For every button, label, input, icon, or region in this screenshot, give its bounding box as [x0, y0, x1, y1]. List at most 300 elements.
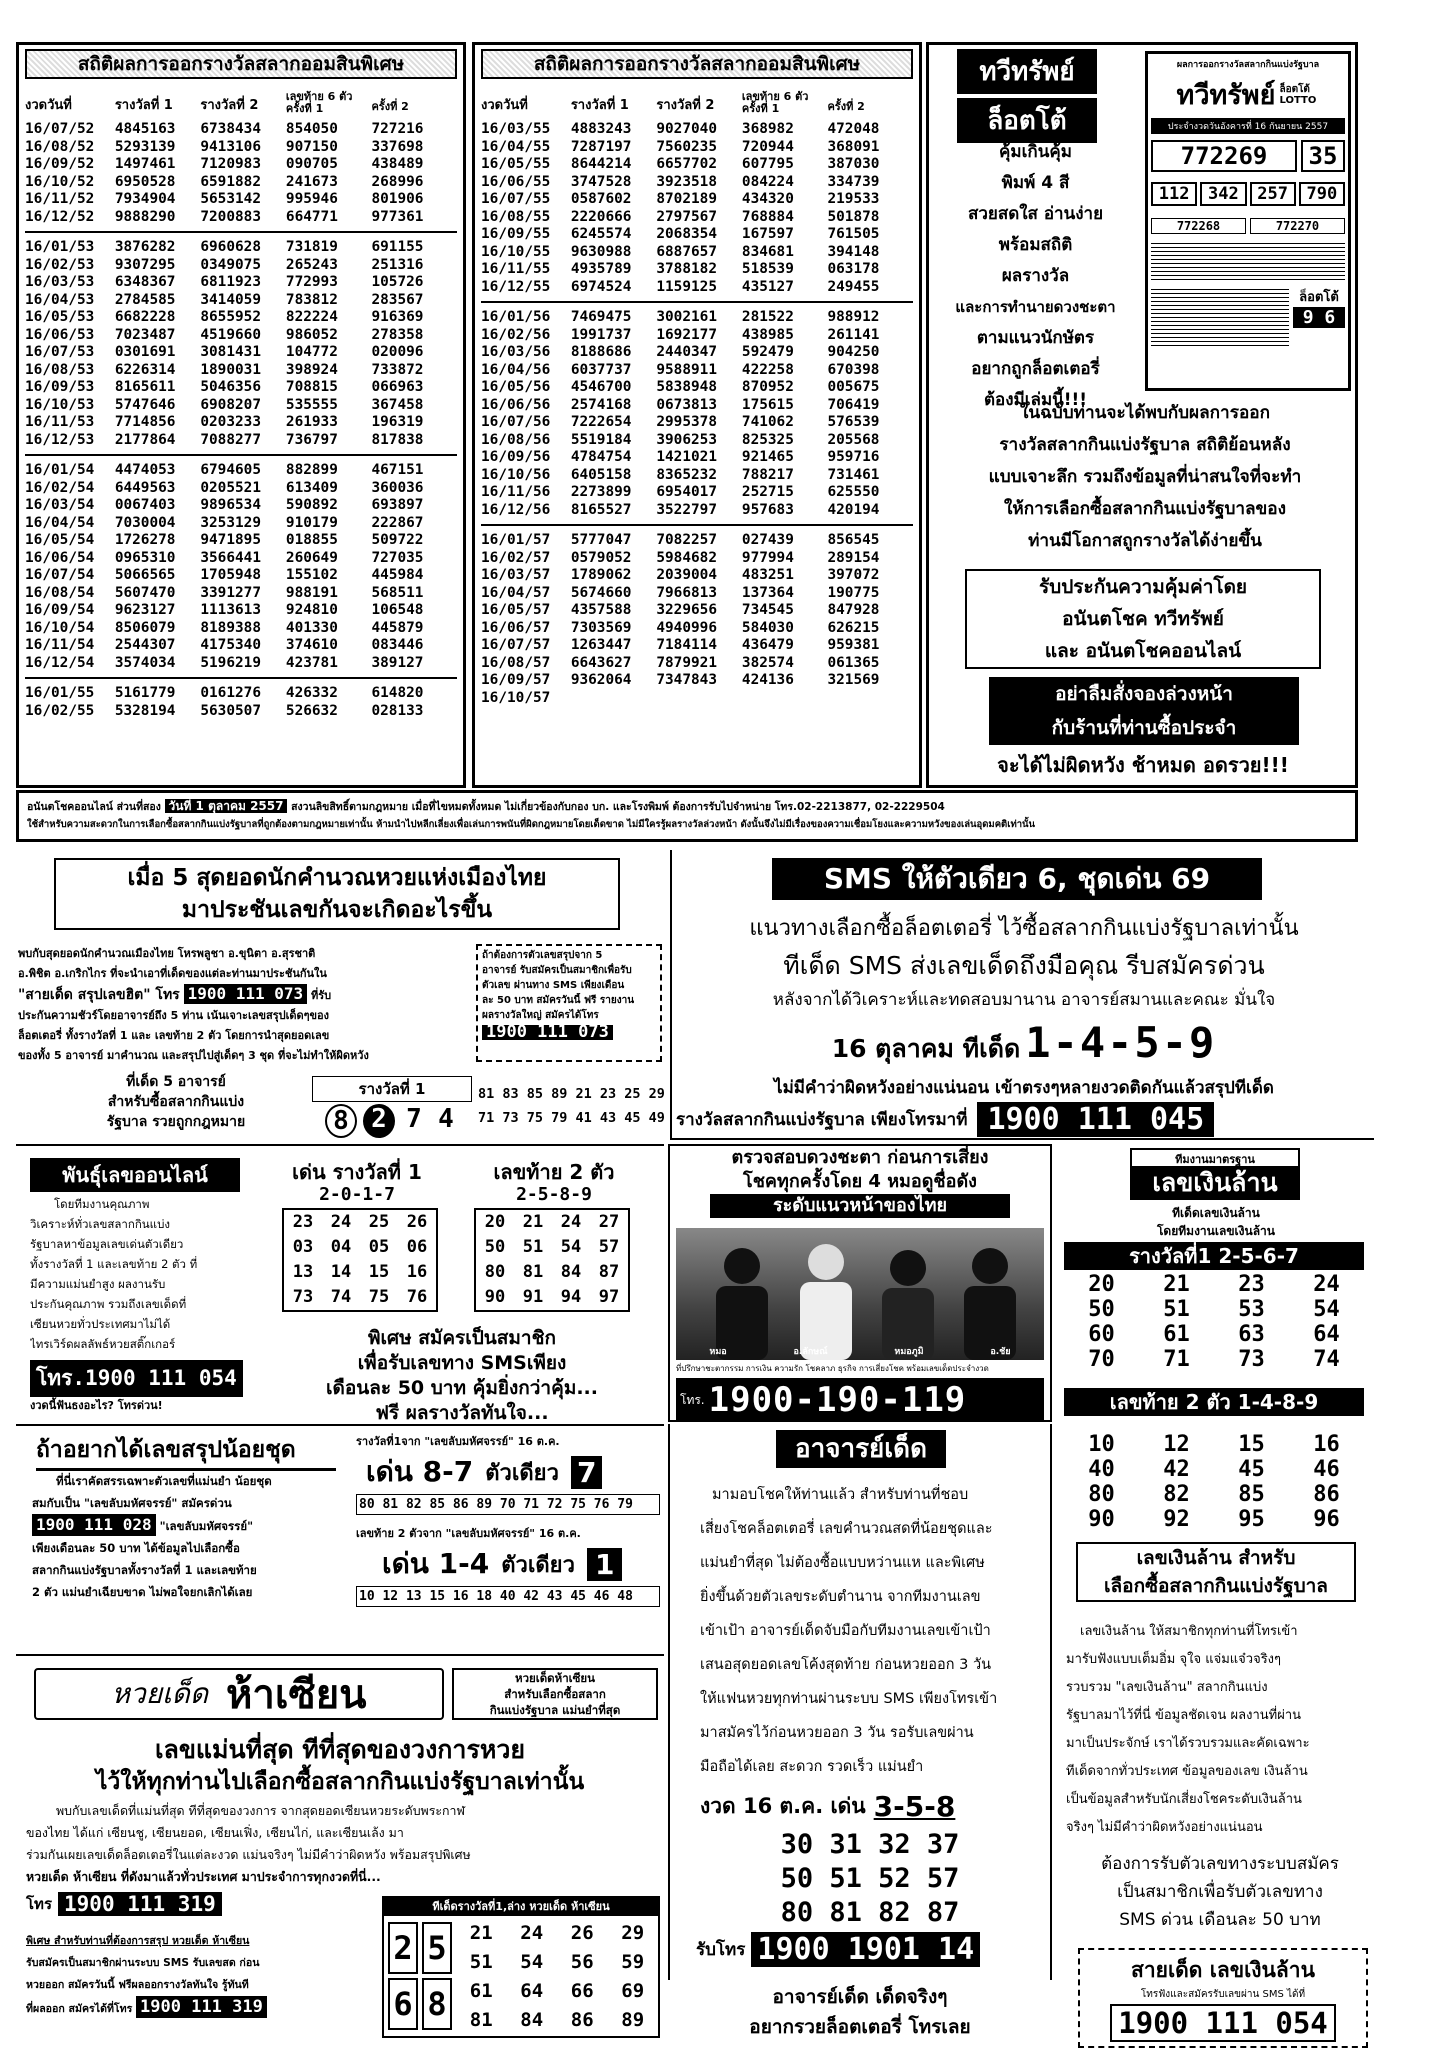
- prize2: 1692177: [656, 326, 718, 343]
- stats-row: [25, 620, 457, 638]
- million2-body-line: เป็นข้อมูลสำหรับนักเสี่ยงโชคระดับเงินล้าน: [1066, 1792, 1302, 1807]
- stats-row: [481, 279, 913, 297]
- prize1: 3747528: [570, 173, 632, 190]
- number-cell: 95: [1238, 1507, 1265, 1532]
- last6-1: 921465: [741, 449, 794, 465]
- prize2: 6591882: [200, 173, 262, 190]
- last6-1: 957683: [741, 501, 794, 518]
- draw-date: 16/03/55: [481, 121, 551, 137]
- million-footer-line: เลือกซื้อสลากกินแบ่งรัฐบาล: [1104, 1575, 1328, 1597]
- stats-row: [25, 274, 457, 292]
- col-prize2: รางวัลที่ 2: [200, 98, 259, 113]
- draw-date: 16/08/56: [481, 431, 551, 448]
- draw-date: 16/08/57: [481, 654, 551, 671]
- five-body-line: ของทั้ง 5 อาจารย์ มาคำนวณ และสรุปไปสู่เด็ดๆ 3 ชุด ที่จะไม่ทำให้ผิดหวัง: [18, 1049, 369, 1062]
- prize1: 5328194: [114, 702, 176, 719]
- last6-2: 817838: [371, 431, 424, 448]
- five-tel-inline[interactable]: 1900 111 073: [184, 984, 308, 1004]
- number-cell: 26: [570, 1922, 594, 1944]
- ajarn-tel[interactable]: 1900 1901 14: [751, 1932, 980, 1967]
- draw-date: 16/01/54: [25, 462, 95, 478]
- last6-1: 281522: [741, 309, 794, 325]
- insure-line: อนันตโชค ทวีทรัพย์: [1062, 608, 1224, 630]
- online-body-line: ไทรเวิร์ดผลลัพธ์หวยสติ๊กเกอร์: [30, 1337, 176, 1351]
- number-cell: 90: [1088, 1507, 1115, 1532]
- number-cell: 53: [1238, 1297, 1265, 1322]
- online-tel[interactable]: โทร.1900 111 054: [30, 1360, 243, 1397]
- last6-2: 847928: [827, 602, 880, 618]
- prize2: 0673813: [656, 396, 718, 413]
- last6-1: 261933: [285, 414, 338, 430]
- stats-row: [25, 567, 457, 585]
- number-cell: 94: [560, 1287, 582, 1307]
- last6-1: 854050: [285, 121, 338, 137]
- ajarn-body-line: มามอบโชคให้ท่านแล้ว สำหรับท่านที่ชอบ: [712, 1487, 969, 1503]
- five-title: [54, 858, 620, 930]
- draw-date: 16/01/57: [481, 532, 551, 548]
- hongdet-logo: [34, 1668, 444, 1720]
- last6-1: 720944: [741, 138, 794, 155]
- last6-1: 398924: [285, 361, 338, 378]
- last6-1: 018855: [285, 532, 338, 548]
- fewsets-r1-main: [366, 1450, 666, 1494]
- prize2: 8655952: [200, 309, 262, 325]
- last6-1: 260649: [285, 549, 338, 566]
- ajarn-draw-label: งวด 16 ต.ค. เด่น: [700, 1794, 866, 1818]
- prize2: 0203233: [200, 414, 262, 430]
- hongdet-note-line: รับสมัครเป็นสมาชิกผ่านระบบ SMS รับเลขสด ก่อน: [26, 1957, 260, 1969]
- col-date: งวดวันที่: [481, 98, 528, 113]
- number-cell: 16: [1313, 1432, 1340, 1457]
- draw-date: 16/08/54: [25, 584, 95, 601]
- prize2: 8189388: [200, 619, 262, 636]
- stats-row: [481, 467, 913, 485]
- last6-2: 268996: [371, 173, 424, 190]
- million-grid-1: [1064, 1272, 1364, 1372]
- prize2: 6738434: [200, 121, 262, 137]
- number-cell: 64: [520, 1980, 544, 2002]
- draw-date: 16/09/57: [481, 672, 551, 688]
- number-cell: 87: [598, 1262, 620, 1282]
- stats-row: [481, 550, 913, 568]
- stats-row: [25, 156, 457, 174]
- prize2: 1159125: [656, 278, 718, 295]
- fewsets-tel[interactable]: 1900 111 028: [32, 1514, 156, 1536]
- number-cell: 89: [621, 2009, 645, 2031]
- hongdet-note-line: [26, 1996, 374, 2020]
- five-bottom-line: ที่เด็ด 5 อาจารย์: [126, 1074, 226, 1090]
- number-cell: 86: [570, 2009, 594, 2031]
- online-body: [30, 1194, 252, 1354]
- last6-2: 472048: [827, 121, 880, 137]
- prize2: 3414059: [200, 291, 262, 308]
- last6-1: 374610: [285, 637, 338, 653]
- number-cell: 21: [1163, 1272, 1190, 1297]
- prize2: 3522797: [656, 501, 718, 518]
- last6-2: 020096: [371, 344, 424, 360]
- hongdet-grid: [456, 1916, 658, 2036]
- last6-1: 870952: [741, 379, 794, 395]
- fortune-name: อ.ลักษณ์: [793, 1347, 828, 1357]
- draw-date: 16/10/56: [481, 466, 551, 483]
- draw-date: 16/04/56: [481, 361, 551, 378]
- prize1: 0579052: [570, 549, 632, 566]
- million-grid-2: [1064, 1432, 1364, 1532]
- prize1: 4784754: [570, 449, 632, 465]
- number-cell: 46: [1313, 1457, 1340, 1482]
- last6-1: 592479: [741, 344, 794, 360]
- five-tel-boxed[interactable]: 1900 111 073: [482, 1025, 613, 1040]
- last6-1: 834681: [741, 243, 794, 260]
- ajarn-body: [700, 1478, 1046, 1784]
- hongdet-table: [382, 1896, 660, 2038]
- number-cell: 24: [560, 1212, 582, 1232]
- prize1: 5777047: [570, 532, 632, 548]
- prize2: 3253129: [200, 514, 262, 531]
- promo-para-line: ให้การเลือกซื้อสลากกินแบ่งรัฐบาลของ: [1003, 499, 1287, 519]
- last6-2: 066963: [371, 379, 424, 395]
- last6-1: 910179: [285, 514, 338, 531]
- number-cell: 80: [484, 1262, 506, 1282]
- prize2: [656, 690, 742, 708]
- prize1: 5607470: [114, 584, 176, 601]
- last6-1: 422258: [741, 361, 794, 378]
- stats-row: [25, 637, 457, 655]
- fewsets-r1-note: รางวัลที่1จาก "เลขลับมหัศจรรย์" 16 ต.ค.: [356, 1435, 560, 1448]
- fewsets-body: [32, 1470, 350, 1603]
- number-cell: 60: [1088, 1322, 1115, 1347]
- hongdet-tel[interactable]: 1900 111 319: [58, 1892, 222, 1916]
- prize1: 1789062: [570, 567, 632, 583]
- last6-2: 420194: [827, 501, 880, 518]
- stats-right-title: สถิติผลการออกรางวัลสลากออมสินพิเศษ: [481, 49, 913, 79]
- boxed-line: อาจารย์ รับสมัครเป็นสมาชิกเพื่อรับ: [482, 965, 632, 976]
- prize2: 1113613: [200, 602, 262, 618]
- number-cell: 04: [330, 1237, 352, 1257]
- draw-date: 16/04/53: [25, 291, 95, 308]
- five-body: [18, 944, 470, 1066]
- ajarn-row: 30 31 32 37: [780, 1829, 960, 1860]
- stats-row: [481, 637, 913, 655]
- prize1: 4357588: [570, 602, 632, 618]
- sms69-tip-nums: 1-4-5-9: [1025, 1018, 1217, 1067]
- draw-date: 16/04/55: [481, 138, 551, 155]
- prize1: 9362064: [570, 672, 632, 688]
- last6-2: 856545: [827, 532, 880, 548]
- prize2: 8365232: [656, 466, 718, 483]
- ajarn-title: อาจารย์เด็ด: [776, 1430, 946, 1468]
- last6-2: 360036: [371, 479, 424, 496]
- ajarn-rows: [710, 1828, 1030, 1930]
- online-section: [16, 1144, 664, 1426]
- prize1: 4546700: [570, 379, 632, 395]
- five-nums-line: 81 83 85 89 21 23 25 29: [478, 1086, 665, 1102]
- last6-1: 995946: [285, 191, 338, 207]
- stats-row: [481, 397, 913, 415]
- ajarn-draw-nums: 3-5-8: [873, 1790, 956, 1823]
- cover-brand-row: [1151, 73, 1345, 116]
- draw-date: 16/11/54: [25, 637, 95, 653]
- sms69-tip-label: 16 ตุลาคม ทีเด็ด: [831, 1034, 1021, 1063]
- prize1: 1497461: [114, 156, 176, 172]
- draw-date: 16/12/54: [25, 654, 95, 671]
- prize2: 9471895: [200, 532, 262, 548]
- draw-date: 16/10/57: [481, 689, 551, 706]
- prize1: 2544307: [114, 637, 176, 653]
- million2-signup-line: เป็นสมาชิกเพื่อรับตัวเลขทาง: [1117, 1882, 1323, 1902]
- draw-date: 16/07/55: [481, 191, 551, 207]
- number-cell: 24: [330, 1212, 352, 1232]
- draw-date: 16/01/55: [25, 685, 95, 701]
- prize2: 7200883: [200, 208, 262, 225]
- draw-date: 16/10/54: [25, 619, 95, 636]
- five-nums: [478, 1082, 666, 1130]
- last6-2: 397072: [827, 567, 880, 583]
- stats-row: [481, 121, 913, 139]
- hongdet-note-tel[interactable]: 1900 111 319: [136, 1996, 267, 2018]
- prize1: 8165527: [570, 501, 632, 518]
- stats-row: [481, 620, 913, 638]
- taweesap-promo: [926, 42, 1358, 788]
- promo-line: ต้องมีเล่มนี้!!!: [983, 390, 1088, 410]
- prize1: 6974524: [570, 278, 632, 295]
- magazine-cover: [1145, 51, 1351, 391]
- prize1: 2220666: [570, 208, 632, 225]
- hongdet-logo-2: ห้าเซียน: [226, 1672, 367, 1718]
- draw-date: 16/05/57: [481, 602, 551, 618]
- online-body-line: เซียนหวยทั่วประเทศมาไม่ได้: [30, 1317, 171, 1331]
- cover-date: ประจำงวดวันอังคารที่ 16 กันยายน 2557: [1151, 118, 1345, 134]
- fewsets-body-line: เพียงเดือนละ 50 บาท ได้ข้อมูลไปเลือกซื้อ: [32, 1541, 240, 1555]
- number-cell: 73: [1238, 1347, 1265, 1372]
- stats-row: [25, 497, 457, 515]
- million-footer: [1076, 1542, 1356, 1602]
- draw-date: 16/07/52: [25, 121, 95, 137]
- hongdet-body-line: พบกับเลขเด็ดที่แม่นที่สุด ทีที่สุดของวงการ จากสุดยอดเซียนหวยระดับพระกาฬ: [56, 1803, 465, 1818]
- last6-2: 568511: [371, 584, 424, 601]
- draw-date: 16/08/55: [481, 208, 551, 225]
- million2-body-line: รวบรวม "เลขเงินล้าน" สลากกินแบ่ง: [1066, 1680, 1268, 1695]
- number-cell: 80: [1088, 1482, 1115, 1507]
- last6-1: 988191: [285, 584, 338, 601]
- number-cell: 54: [520, 1951, 544, 1973]
- hongdet-note-line: พิเศษ สำหรับท่านที่ต้องการสรุป หวยเด็ด ห้าเซียน: [26, 1935, 250, 1947]
- draw-date: 16/12/55: [481, 278, 551, 295]
- stats-row: [25, 292, 457, 310]
- notice-source: อนันตโชคออนไลน์ ส่วนที่สอง: [27, 801, 161, 813]
- draw-date: 16/06/55: [481, 173, 551, 190]
- promo-footer: จะได้ไม่ผิดหวัง ช้าหมด อดรวย!!!: [997, 753, 1289, 777]
- number-cell: 20: [484, 1212, 506, 1232]
- col-prize1: รางวัลที่ 1: [570, 98, 629, 113]
- draw-date: 16/10/53: [25, 396, 95, 413]
- stats-row: [25, 121, 457, 139]
- last6-1: 137364: [741, 584, 794, 601]
- last6-2: 321569: [827, 672, 880, 688]
- prize1: 6643627: [570, 654, 632, 671]
- last6-2: 205568: [827, 431, 880, 448]
- stats-row: [25, 309, 457, 327]
- last6-2: 727035: [371, 549, 424, 566]
- prize1: 6226314: [114, 361, 176, 378]
- hongdet-body-line: ของไทย ได้แก่ เซียนชู, เซียนยอด, เซียนเฟิ่ง, เซียนไก่, และเซียนเล้ง มา: [26, 1825, 404, 1840]
- fewsets-section: [16, 1428, 664, 1656]
- five-prize-digits: [312, 1104, 472, 1138]
- number-cell: 40: [1088, 1457, 1115, 1482]
- online-promo-line: ฟรี ผลรางวัลทันใจ...: [375, 1402, 549, 1424]
- last6-1: 434320: [741, 191, 794, 207]
- prize1: 8165611: [114, 379, 176, 395]
- stats-row: [481, 602, 913, 620]
- last6-1: 090705: [285, 156, 338, 172]
- last6-2: 801906: [371, 191, 424, 207]
- prize1: 7023487: [114, 326, 176, 343]
- fewsets-r2-note: เลขท้าย 2 ตัวจาก "เลขลับมหัศจรรย์" 16 ต.ค.: [356, 1527, 581, 1540]
- prize2: 6794605: [200, 462, 262, 478]
- sms69-tip: [676, 1018, 1372, 1069]
- prize1: 2784585: [114, 291, 176, 308]
- million2-body-line: เลขเงินล้าน ให้สมาชิกทุกท่านที่โทรเข้า: [1080, 1624, 1298, 1639]
- million2-body-line: ทีเด็ดจากทั่วประเทศ ข้อมูลของเลข เงินล้าน: [1066, 1764, 1308, 1779]
- prize2: 6657702: [656, 156, 718, 172]
- promo-line: ตามแนวนักษัตร: [976, 328, 1095, 348]
- draw-date: 16/01/56: [481, 309, 551, 325]
- prize2: 9413106: [200, 138, 262, 155]
- online-body-line: วิเคราะห์ทั่วเลขสลากกินแบ่ง: [30, 1217, 170, 1231]
- number-cell: 21: [522, 1212, 544, 1232]
- hongdet-digit: 8: [422, 1978, 452, 2030]
- stats-row: [481, 567, 913, 585]
- group-divider: [25, 677, 457, 679]
- prize2: 4175340: [200, 637, 262, 653]
- hongdet-side-line: กินแบ่งรัฐบาล แม่นยำที่สุด: [489, 1703, 621, 1717]
- online-promo-line: เพื่อรับเลขทาง SMSเพียง: [357, 1352, 567, 1374]
- ajarn-body-line: เสี่ยงโชคล็อตเตอรี่ เลขคำนวณสดที่น้อยชุดและ: [700, 1521, 993, 1537]
- group-divider: [25, 454, 457, 456]
- number-cell: 51: [522, 1237, 544, 1257]
- number-cell: 81: [522, 1262, 544, 1282]
- last6-1: 783812: [285, 291, 338, 308]
- last6-1: 731819: [285, 239, 338, 255]
- draw-date: 16/11/56: [481, 484, 551, 500]
- cover-brand-sub: ล็อตโต้ LOTTO: [1279, 83, 1317, 106]
- promo-title: [957, 49, 1097, 143]
- prize1: 0067403: [114, 497, 176, 513]
- stats-row: [481, 261, 913, 279]
- stats-row: [25, 139, 457, 157]
- sms69-title: SMS ให้ตัวเดียว 6, ชุดเด่น 69: [772, 858, 1262, 900]
- prize1: 5293139: [114, 138, 176, 155]
- prize1: 6405158: [570, 466, 632, 483]
- draw-date: 16/06/54: [25, 549, 95, 566]
- stats-row: [25, 327, 457, 345]
- prize2: 6960628: [200, 239, 262, 255]
- promo-line: ผลรางวัล: [1001, 266, 1070, 286]
- prize2: 7082257: [656, 532, 718, 548]
- promo-features: [933, 137, 1138, 416]
- number-cell: 74: [1313, 1347, 1340, 1372]
- prize1: 8506079: [114, 619, 176, 636]
- prize1: 1991737: [570, 326, 632, 343]
- prize2: 6811923: [200, 274, 262, 290]
- last6-1: 613409: [285, 479, 338, 496]
- cover-bottom: [1151, 286, 1345, 346]
- stats-row: [481, 174, 913, 192]
- stats-row: [481, 209, 913, 227]
- prize-digit: 2: [363, 1104, 395, 1138]
- last6-2: 467151: [371, 462, 424, 478]
- last6-2: 190775: [827, 584, 880, 601]
- draw-date: 16/09/54: [25, 602, 95, 618]
- online-body-line: รัฐบาลหาข้อมูลเลขเด่นตัวเดียว: [30, 1237, 184, 1251]
- prize1: 5747646: [114, 396, 176, 413]
- prize2: 0161276: [200, 685, 262, 701]
- prize2: 8702189: [656, 191, 718, 207]
- prize1: 6682228: [114, 309, 176, 325]
- online-title: พันธุ์เลขออนไลน์: [30, 1158, 240, 1192]
- number-cell: 69: [621, 1980, 645, 2002]
- last6-1: 167597: [741, 226, 794, 242]
- prize-digit: 8: [325, 1104, 357, 1138]
- prize2: 6954017: [656, 484, 718, 500]
- prize2: 5984682: [656, 549, 718, 566]
- online-body-line: ทั้งรางวัลที่ 1 และเลขท้าย 2 ตัว ที่: [30, 1257, 198, 1271]
- fewsets-r2-single-label: ตัวเดียว: [501, 1552, 575, 1578]
- million2-signup-line: ต้องการรับตัวเลขทางระบบสมัคร: [1101, 1854, 1339, 1874]
- number-cell: 51: [469, 1951, 493, 1973]
- draw-date: 16/05/53: [25, 309, 95, 325]
- draw-date: 16/05/55: [481, 156, 551, 172]
- last6-2: 106548: [371, 602, 424, 618]
- prize1: 7469475: [570, 309, 632, 325]
- million-heading-2: เลขท้าย 2 ตัว 1-4-8-9: [1064, 1388, 1364, 1416]
- ajarn-body-line: มาสมัครไว้ก่อนหวยออก 3 วัน รอรับเลขผ่าน: [700, 1725, 974, 1741]
- hongdet-side-line: หวยเด็ดห้าเซียน: [514, 1671, 596, 1685]
- last6-2: 105726: [371, 274, 424, 290]
- million-section: [1056, 1144, 1378, 1434]
- fortune-tel[interactable]: 1900-190-119: [708, 1380, 967, 1420]
- number-cell: 90: [484, 1287, 506, 1307]
- draw-date: 16/04/57: [481, 584, 551, 601]
- col-prize1: รางวัลที่ 1: [114, 98, 173, 113]
- ajarn-tel-prefix: รับโทร: [696, 1940, 746, 1960]
- last6-1: 664771: [285, 208, 338, 225]
- number-cell: 86: [1313, 1482, 1340, 1507]
- draw-date: 16/11/53: [25, 414, 95, 430]
- last6-2: 261141: [827, 326, 880, 343]
- notice-copyright: สงวนลิขสิทธิ์ตามกฎหมาย เมื่อที่ไขหมดทั้งหมด ไม่เกี่ยวข้องกับกอง บก. และโรงพิมพ์ ต้องการรับไปจำหน่าย โทร.02-2213877, 02-2229504: [291, 801, 945, 813]
- ajarn-footer: [670, 1982, 1050, 2042]
- online-digits-1: 2-0-1-7: [319, 1184, 395, 1205]
- last6-2: 389127: [371, 654, 424, 671]
- stats-row: [25, 515, 457, 533]
- prize1: 7030004: [114, 514, 176, 531]
- promo-line: พร้อมสถิติ: [998, 235, 1073, 255]
- ajarn-body-line: ให้แฟนหวยทุกท่านผ่านระบบ SMS เพียงโทรเข้า: [700, 1691, 998, 1707]
- stats-row: [25, 585, 457, 603]
- five-body-line: ประกันความชัวร์โดยอาจารย์ถึง 5 ท่าน เน้นเจาะเลขสรุปเด็ดๆของ: [18, 1009, 330, 1022]
- stats-row: [25, 532, 457, 550]
- last6-1: 708815: [285, 379, 338, 395]
- prize1: 1263447: [570, 637, 632, 653]
- stats-row: [25, 655, 457, 673]
- sms69-tel[interactable]: 1900 111 045: [977, 1102, 1214, 1137]
- fewsets-r2-nums: 10 12 13 15 16 18 40 42 43 45 46 48: [356, 1586, 660, 1607]
- million2-tel[interactable]: 1900 111 054: [1110, 2004, 1336, 2042]
- fortune-title-line: โชคทุกครั้งโดย 4 หมอดูชื่อดัง: [743, 1171, 977, 1192]
- prize2: 2039004: [656, 567, 718, 583]
- boxed-line: ผลรางวัลใหญ่ สมัครได้โทร: [482, 1010, 599, 1021]
